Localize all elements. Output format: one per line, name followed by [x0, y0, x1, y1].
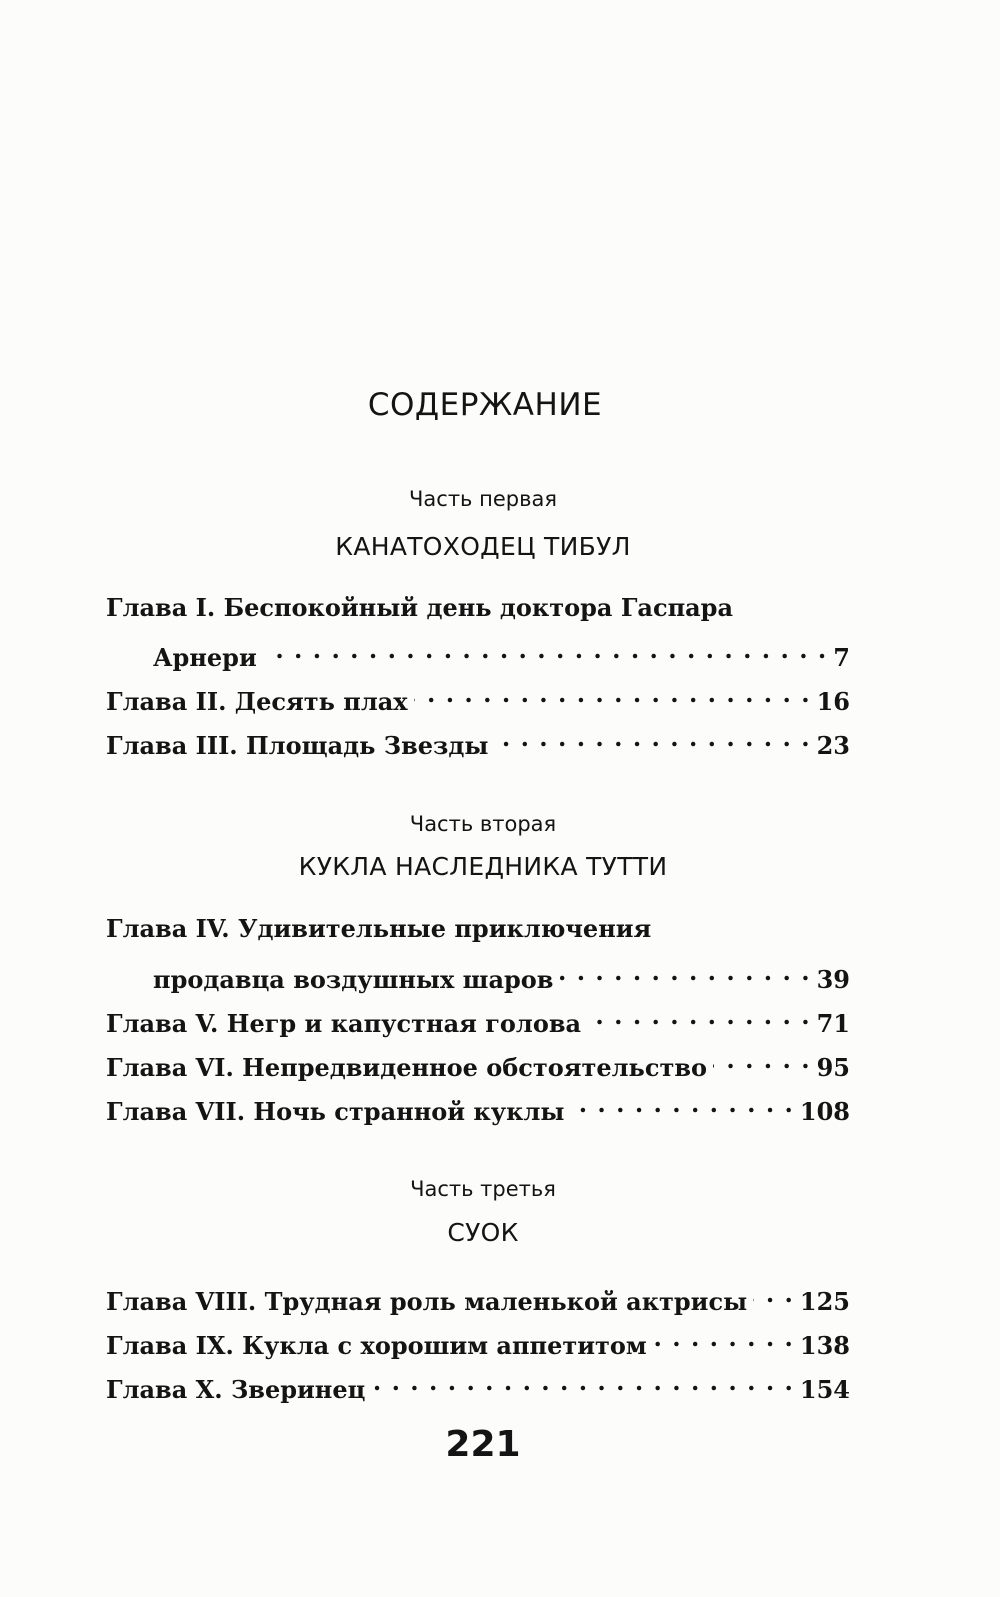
toc-entry-page: 95: [816, 1053, 850, 1082]
dot-leader: [371, 1366, 794, 1398]
toc-entry-chapter-2[interactable]: [106, 678, 850, 716]
toc-entry-page: 138: [799, 1331, 850, 1360]
toc-entry-title: Глава X. Зверинец: [106, 1375, 366, 1404]
part-3-title: СУОК: [447, 1218, 519, 1247]
toc-entry-chapter-5[interactable]: [106, 1000, 850, 1038]
dot-leader: [263, 634, 828, 666]
toc-entry-page: 108: [799, 1097, 850, 1126]
part-1-title: КАНАТОХОДЕЦ ТИБУЛ: [335, 532, 631, 561]
dot-leader: [587, 1000, 811, 1032]
toc-entry-title: Глава III. Площадь Звезды: [106, 731, 489, 760]
part-3-subtitle: Часть третья: [410, 1177, 556, 1201]
toc-entry-title: Арнери: [153, 643, 257, 672]
dot-leader: [494, 722, 810, 754]
toc-entry-title: Глава IX. Кукла с хорошим аппетитом: [106, 1331, 647, 1360]
toc-entry-chapter-9[interactable]: [106, 1322, 850, 1360]
toc-entry-title: Глава VII. Ночь странной куклы: [106, 1097, 565, 1126]
part-2-title: КУКЛА НАСЛЕДНИКА ТУТТИ: [298, 852, 668, 881]
toc-entry-chapter-7[interactable]: [106, 1088, 850, 1126]
part-2-subtitle: Часть вторая: [409, 812, 557, 836]
dot-leader: [753, 1278, 794, 1310]
toc-entry-page: 39: [816, 965, 850, 994]
page-number: 221: [445, 1424, 521, 1465]
toc-entry-page: 23: [816, 731, 850, 760]
toc-entry-chapter-4[interactable]: [153, 956, 850, 994]
toc-entry-page: 71: [816, 1009, 850, 1038]
toc-entry-page: 7: [833, 643, 850, 672]
toc-entry-chapter-10[interactable]: [106, 1366, 850, 1404]
toc-entry-title: Глава VIII. Трудная роль маленькой актрисы: [106, 1287, 748, 1316]
dot-leader: [570, 1088, 793, 1120]
toc-chapter-1-first-line: Глава I. Беспокойный день доктора Гаспара: [106, 593, 734, 622]
toc-entry-chapter-1[interactable]: [153, 634, 850, 672]
toc-entry-page: 154: [799, 1375, 850, 1404]
dot-leader: [559, 956, 810, 988]
part-1-subtitle: Часть первая: [409, 487, 557, 511]
toc-entry-page: 16: [816, 687, 850, 716]
dot-leader: [414, 678, 811, 710]
toc-entry-title: продавца воздушных шаров: [153, 965, 554, 994]
toc-chapter-4-first-line: Глава IV. Удивительные приключения: [106, 914, 652, 943]
page-title: СОДЕРЖАНИЕ: [367, 387, 603, 423]
toc-entry-chapter-8[interactable]: [106, 1278, 850, 1316]
toc-entry-page: 125: [799, 1287, 850, 1316]
dot-leader: [713, 1044, 811, 1076]
toc-entry-chapter-6[interactable]: [106, 1044, 850, 1082]
toc-entry-title: Глава II. Десять плах: [106, 687, 408, 716]
toc-entry-chapter-3[interactable]: [106, 722, 850, 760]
dot-leader: [653, 1322, 794, 1354]
toc-entry-title: Глава VI. Непредвиденное обстоятельство: [106, 1053, 708, 1082]
toc-entry-title: Глава V. Негр и капустная голова: [106, 1009, 582, 1038]
